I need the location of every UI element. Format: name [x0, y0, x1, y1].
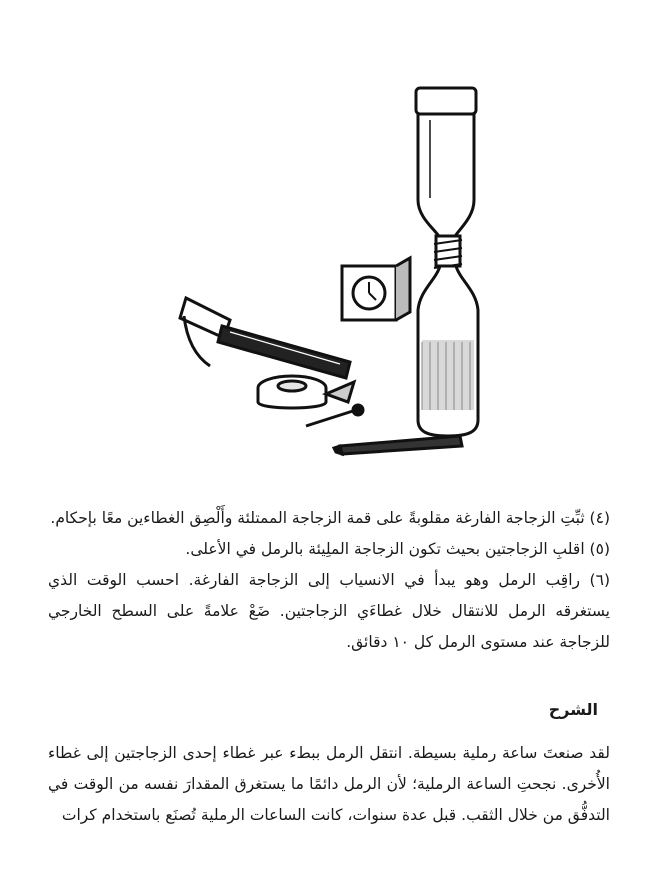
step-4: (٤) ثبِّتِ الزجاجة الفارغة مقلوبةً على قمة الزجاجة الممتلئة وأَلْصِق الغطاءين معًا بإحكام. — [50, 509, 610, 527]
marker-pen-drawing — [334, 436, 462, 454]
explanation-heading: الشرح — [548, 700, 598, 719]
empty-bottle-drawing — [416, 88, 476, 238]
taped-caps-drawing — [434, 236, 462, 268]
tape-roll-drawing — [258, 376, 354, 408]
full-bottle-drawing — [418, 266, 478, 436]
instruction-steps — [48, 503, 610, 658]
step-6: (٦) راقِب الرمل وهو يبدأ في الانسياب إلى الزجاجة الفارغة. احسب الوقت الذي يستغرقه الرمل للانتقال خلال غطاءَي الزجاجتين. ضَعْ علامةً على السطح الخارجي للزجاجة عند مستوى الرمل كل ١٠ دقائق. — [48, 571, 610, 651]
explanation-paragraph: لقد صنعتَ ساعة رملية بسيطة. انتقل الرمل ببطء عبر غطاء إحدى الزجاجتين إلى غطاء الأُخرى. نجحتِ الساعة الرملية؛ لأن الرمل دائمًا ما يستغرق المقدارَ نفسه من الوقت في التدفُّق من خلال الثقب. قبل عدة سنوات، كانت الساعات الرملية تُصنَع باستخدام كرات — [48, 744, 610, 824]
hammer-drawing — [180, 298, 350, 378]
explanation-body — [48, 738, 610, 831]
sand-timer-illustration — [160, 80, 480, 460]
step-5: (٥) اقلبِ الزجاجتين بحيث تكون الزجاجة الملِيئة بالرمل في الأعلى. — [185, 540, 610, 558]
clock-drawing — [342, 258, 410, 320]
